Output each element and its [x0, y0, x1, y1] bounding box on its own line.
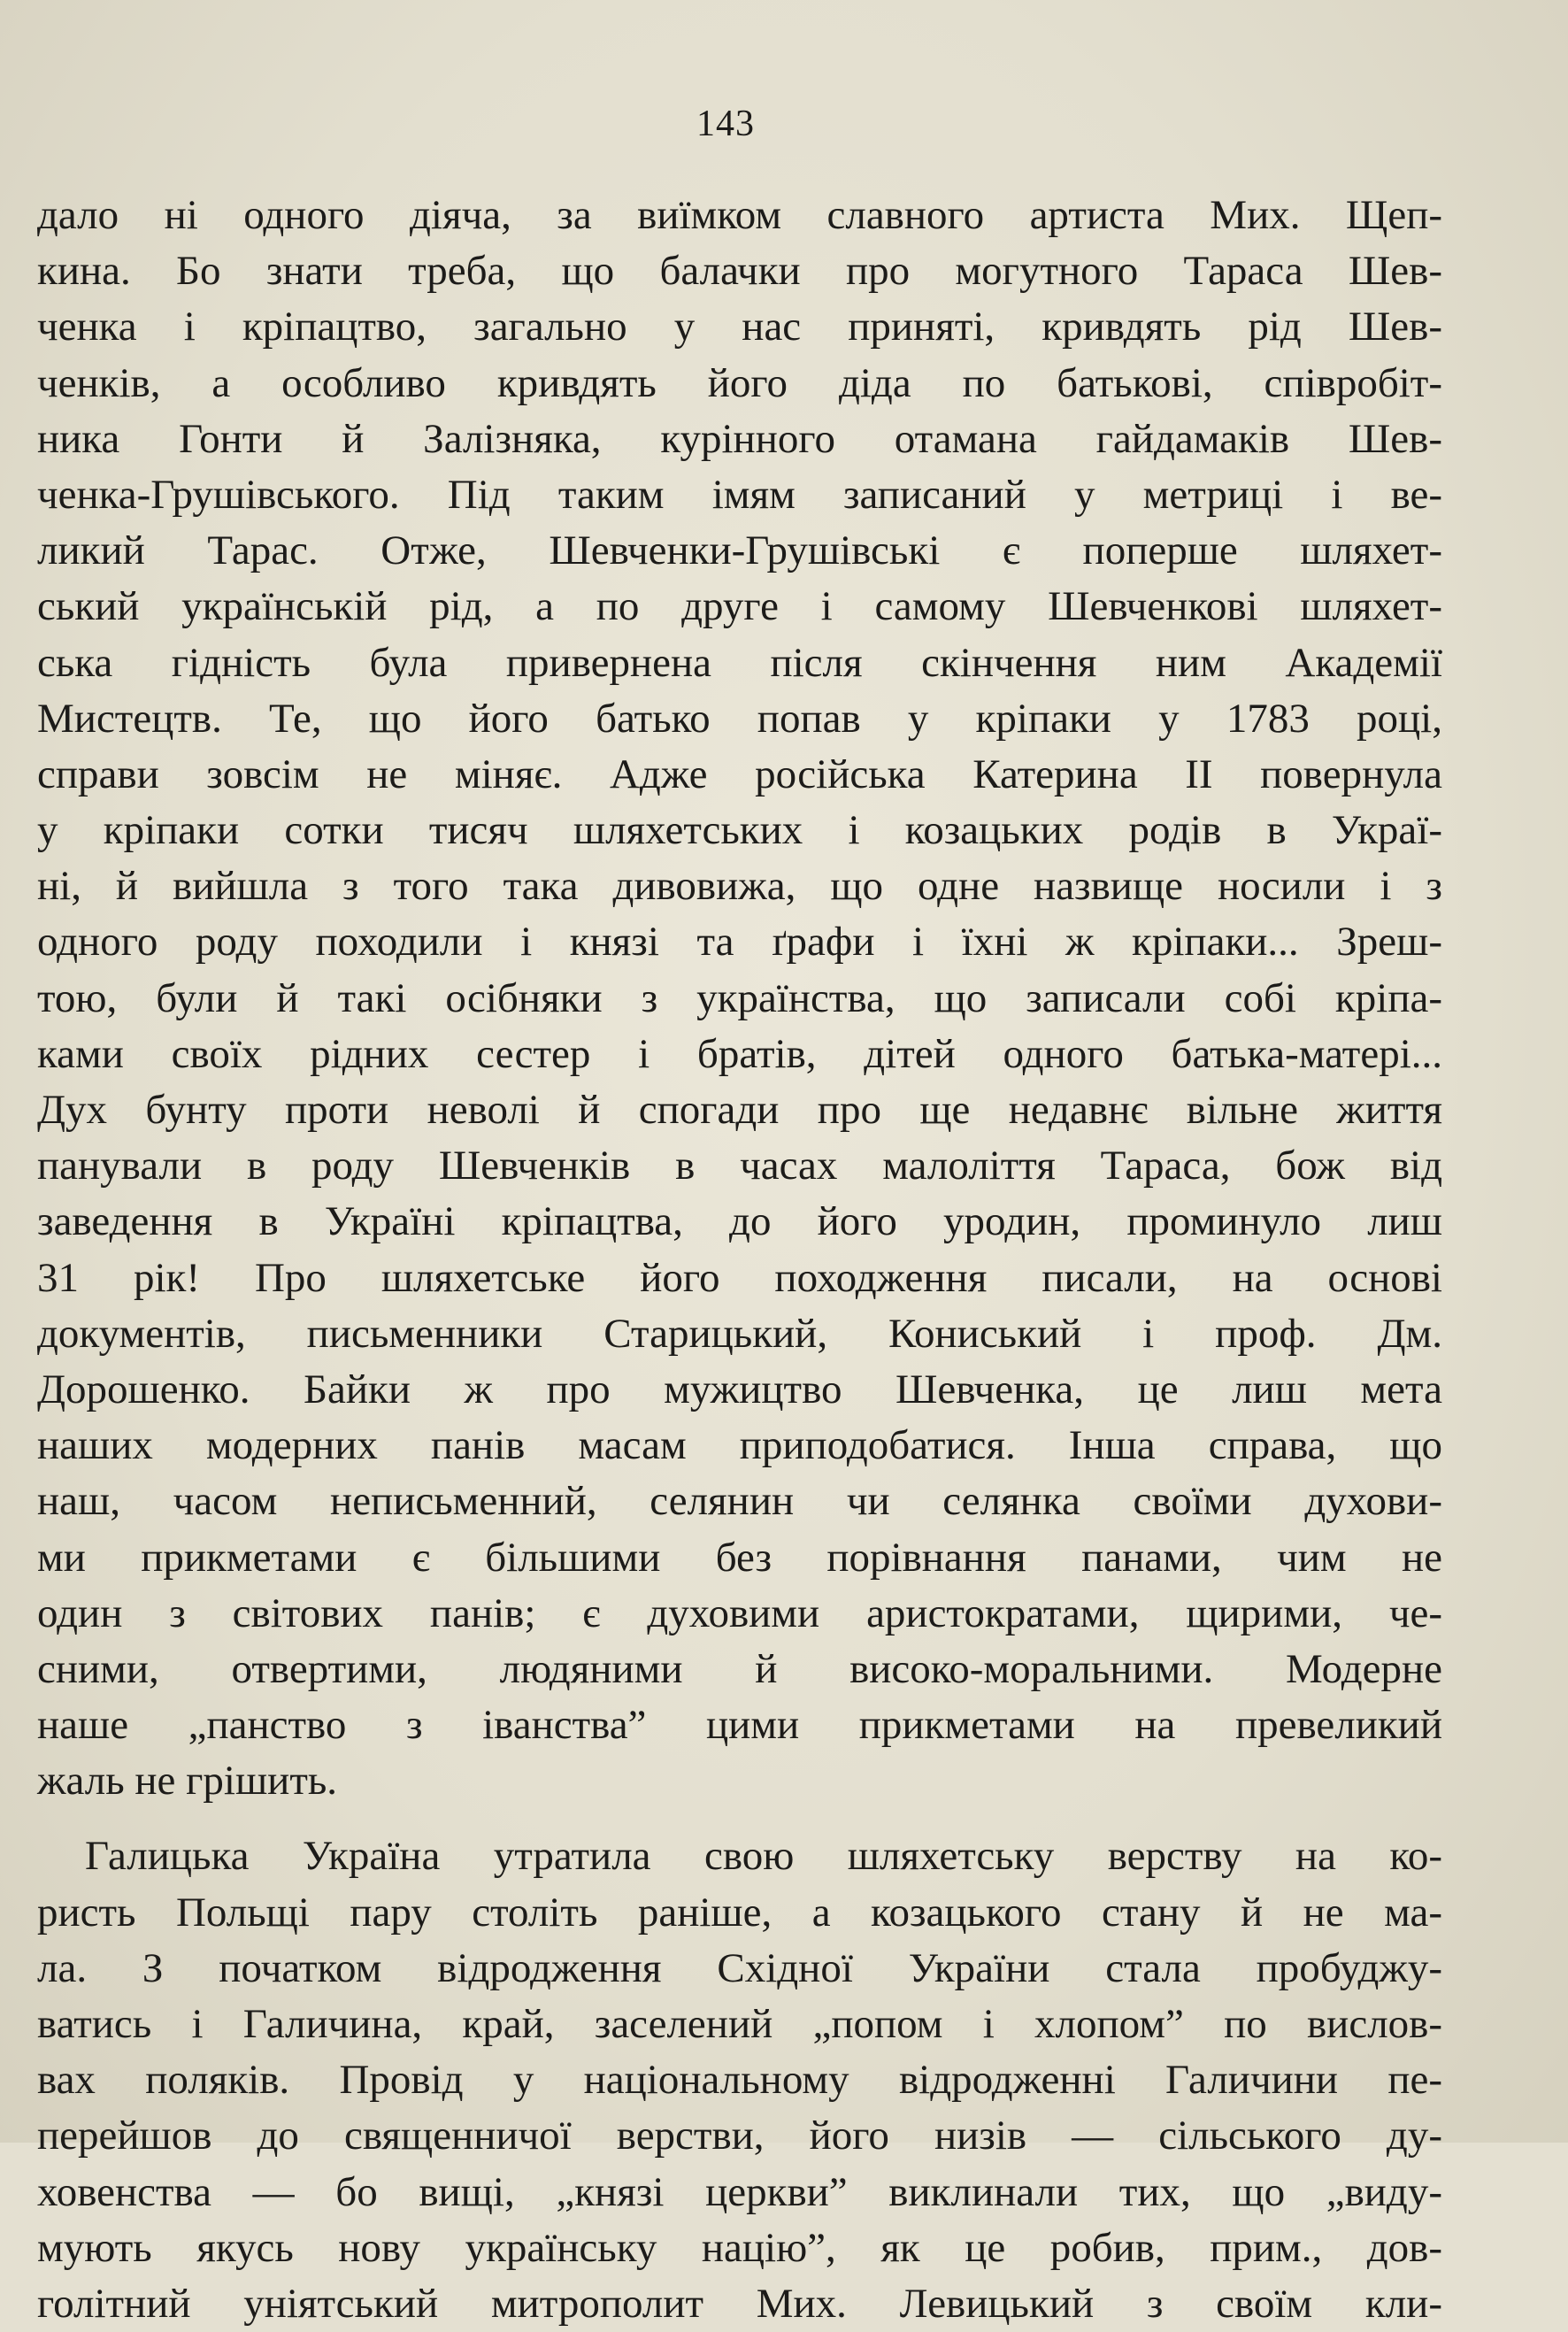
text-line: Галицька Україна утратила свою шляхетську верству на ко- — [85, 1833, 1442, 1880]
text-line: ховенства — бо вищі, „князі церкви” виклинали тих, що „виду- — [37, 2168, 1442, 2215]
paragraph-2 — [37, 1828, 1442, 2332]
body-text — [37, 188, 1442, 2332]
paragraph-gap — [37, 1809, 1442, 1828]
text-line: Дух бунту проти неволі й спогади про ще недавнє вільне життя — [37, 1087, 1442, 1133]
text-line: тою, були й такі осібняки з українства, що записали собі кріпа- — [37, 974, 1442, 1021]
text-line: ристь Польщі пару століть раніше, а козацького стану й не ма- — [37, 1889, 1442, 1936]
text-line: ченка-Грушівського. Під таким імям записаний у метриці і ве- — [37, 471, 1442, 518]
text-line: заведення в Україні кріпацтва, до його уродин, проминуло лиш — [37, 1198, 1442, 1245]
text-line: документів, письменники Старицький, Кониський і проф. Дм. — [37, 1310, 1442, 1357]
text-line: жаль не грішить. — [37, 1758, 338, 1805]
text-line: Дорошенко. Байки ж про мужицтво Шевченка, це лиш мета — [37, 1366, 1442, 1412]
text-line: наших модерних панів масам приподобатися. Інша справа, що — [37, 1422, 1442, 1469]
text-line: ченків, а особливо кривдять його діда по батькові, співробіт- — [37, 359, 1442, 406]
text-line: у кріпаки сотки тисяч шляхетських і козацьких родів в Украї- — [37, 807, 1442, 854]
text-line: Мистецтв. Те, що його батько попав у кріпаки у 1783 році, — [37, 695, 1442, 742]
text-line: наш, часом неписьменний, селянин чи селянка своїми духови- — [37, 1478, 1442, 1525]
text-line: голітний уніятський митрополит Мих. Левицький з своїм кли- — [37, 2280, 1442, 2327]
text-line: один з світових панів; є духовими аристократами, щирими, че- — [37, 1589, 1442, 1636]
text-line: наше „панство з іванства” цими прикметами на превеликий — [37, 1702, 1442, 1749]
text-line: ла. З початком відродження Східної України стала пробуджу- — [37, 1944, 1442, 1991]
text-line: вах поляків. Провід у національному відродженні Галичини пе- — [37, 2057, 1442, 2104]
text-line: ками своїх рідних сестер і братів, дітей одного батька-матері... — [37, 1030, 1442, 1077]
text-line: ликий Тарас. Отже, Шевченки-Грушівські є поперше шляхет- — [37, 527, 1442, 574]
text-line: ні, й вийшла з того така дивовижа, що одне назвище носили і з — [37, 863, 1442, 910]
text-line: кина. Бо знати треба, що балачки про могутного Тараса Шев- — [37, 248, 1442, 295]
text-line: ська гідність була привернена після скінчення ним Академії — [37, 639, 1442, 686]
page-number: 143 — [696, 104, 755, 144]
text-line: мують якусь нову українську націю”, як це робив, прим., дов- — [37, 2224, 1442, 2271]
text-line: ника Гонти й Залізняка, курінного отамана гайдамаків Шев- — [37, 415, 1442, 462]
text-line: перейшов до священничої верстви, його низів — сільського ду- — [37, 2113, 1442, 2159]
text-line: справи зовсім не міняє. Адже російська Катерина II повернула — [37, 750, 1442, 797]
text-line: ченка і кріпацтво, загально у нас приняті, кривдять рід Шев- — [37, 304, 1442, 350]
text-line: одного роду походили і князі та ґрафи і їхні ж кріпаки... Зреш- — [37, 919, 1442, 966]
text-line: 31 рік! Про шляхетське його походження писали, на основі — [37, 1254, 1442, 1301]
text-line: дало ні одного діяча, за виїмком славного артиста Мих. Щеп- — [37, 192, 1442, 238]
text-line: ми прикметами є більшими без порівнання панами, чим не — [37, 1534, 1442, 1581]
text-line: ватись і Галичина, край, заселений „попом і хлопом” по вислов- — [37, 2001, 1442, 2047]
text-line: ський українській рід, а по друге і самому Шевченкові шляхет- — [37, 583, 1442, 630]
paragraph-1 — [37, 188, 1442, 1809]
text-line: сними, отвертими, людяними й високо-моральними. Модерне — [37, 1645, 1442, 1692]
text-line: панували в роду Шевченків в часах малоліття Тараса, бож від — [37, 1143, 1442, 1189]
